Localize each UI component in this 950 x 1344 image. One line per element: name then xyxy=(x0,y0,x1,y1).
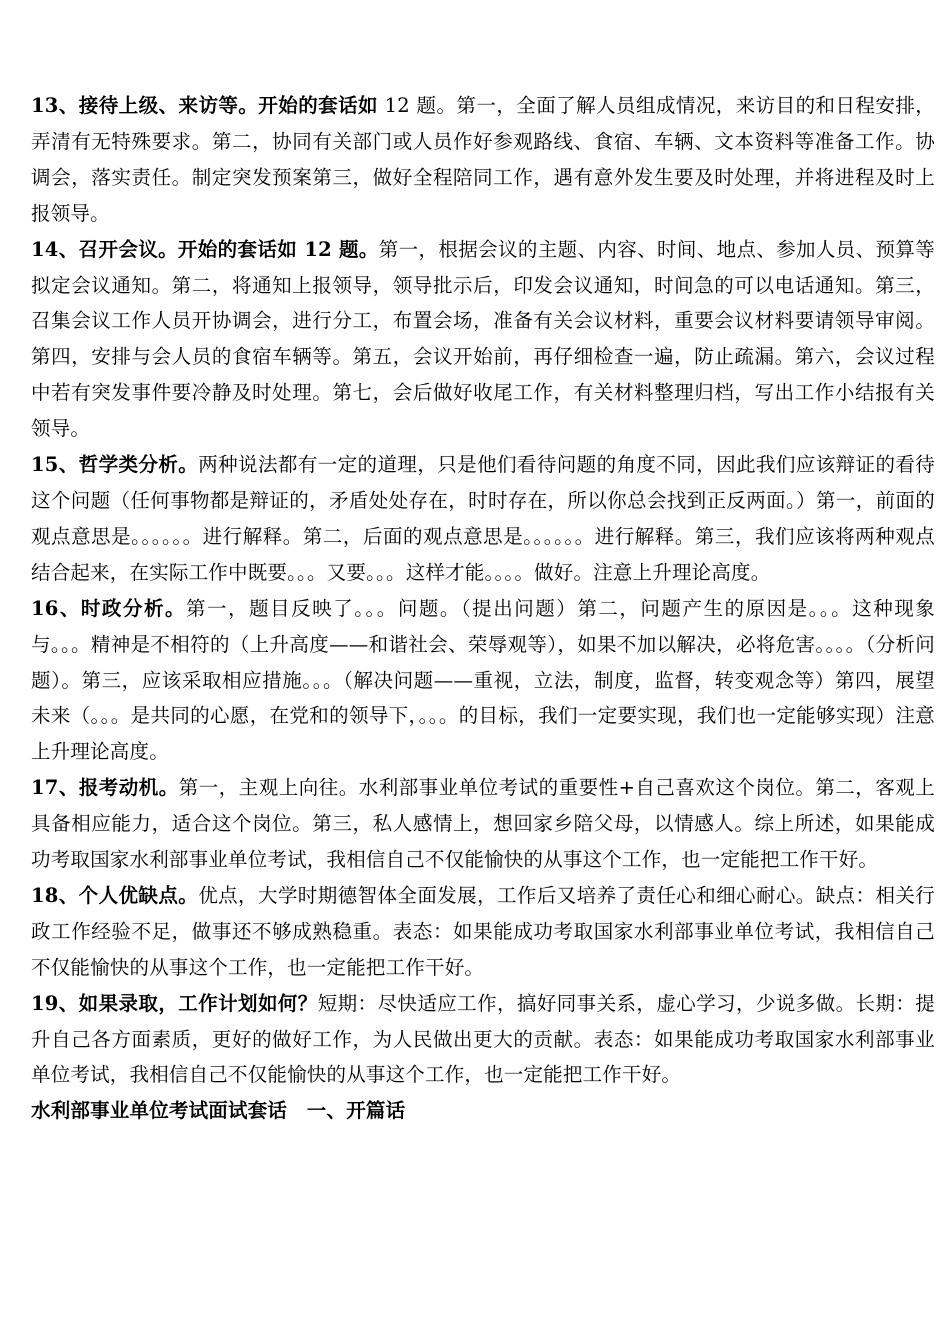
paragraph-19 xyxy=(31,986,935,1094)
paragraph-heading: 15、哲学类分析。 xyxy=(31,453,199,477)
paragraph-14 xyxy=(31,232,935,447)
paragraph-heading: 18、个人优缺点。 xyxy=(31,883,199,907)
paragraph-15 xyxy=(31,447,935,591)
section-heading: 水利部事业单位考试面试套话 一、开篇话 xyxy=(31,1099,406,1123)
paragraph-13 xyxy=(31,88,935,232)
paragraph-heading: 19、如果录取，工作计划如何？ xyxy=(31,991,318,1015)
paragraph-body: 第一，主观上向往。水利部事业单位考试的重要性+自己喜欢这个岗位。第二，客观上具备相应能力，适合这个岗位。第三，私人感情上，想回家乡陪父母，以情感人。综上所述，如果能成功考取国家水利部事业单位考试，我相信自己不仅能愉快的从事这个工作，也一定能把工作干好。 xyxy=(31,776,935,872)
paragraph-body: 第一，根据会议的主题、内容、时间、地点、参加人员、预算等拟定会议通知。第二，将通知上报领导，领导批示后，印发会议通知，时间急的可以电话通知。第三，召集会议工作人员开协调会，进行分工，布置会场，准备有关会议材料，重要会议材料要请领导审阅。第四，安排与会人员的食宿车辆等。第五，会议开始前，再仔细检查一遍，防止疏漏。第六，会议过程中若有突发事件要冷静及时处理。第七，会后做好收尾工作，有关材料整理归档，写出工作小结报有关领导。 xyxy=(31,237,935,441)
paragraph-body: 12 题。第一，全面了解人员组成情况，来访目的和日程安排，弄清有无特殊要求。第二，协同有关部门或人员作好参观路线、食宿、车辆、文本资料等准备工作。协调会，落实责任。制定突发预案第三，做好全程陪同工作，遇有意外发生要及时处理，并将进程及时上报领导。 xyxy=(31,94,935,225)
paragraph-16 xyxy=(31,591,935,771)
paragraph-body: 优点，大学时期德智体全面发展，工作后又培养了责任心和细心耐心。缺点：相关行政工作经验不足，做事还不够成熟稳重。表态：如果能成功考取国家水利部事业单位考试，我相信自己不仅能愉快的从事这个工作，也一定能把工作干好。 xyxy=(31,883,936,979)
paragraph-heading: 16、时政分析。 xyxy=(31,596,187,620)
paragraph-18 xyxy=(31,878,935,986)
document-page xyxy=(31,88,935,1129)
paragraph-heading: 17、报考动机。 xyxy=(31,776,179,800)
paragraph-17 xyxy=(31,770,935,878)
paragraph-body: 短期：尽快适应工作，搞好同事关系，虚心学习，少说多做。长期：提升自己各方面素质，更好的做好工作，为人民做出更大的贡献。表态：如果能成功考取国家水利部事业单位考试，我相信自己不仅能愉快的从事这个工作，也一定能把工作干好。 xyxy=(31,991,936,1087)
paragraph-body: 第一，题目反映了。。。问题。（提出问题）第二，问题产生的原因是。。。这种现象与。。。精神是不相符的（上升高度——和谐社会、荣辱观等），如果不加以解决，必将危害。。。。（分析问题）。第三，应该采取相应措施。。。（解决问题——重视，立法，制度，监督，转变观念等）第四，展望未来（。。。是共同的心愿，在党和的领导下，。。。的目标，我们一定要实现，我们也一定能够实现）注意上升理论高度。 xyxy=(31,596,935,764)
paragraph-body: 两种说法都有一定的道理，只是他们看待问题的角度不同，因此我们应该辩证的看待这个问题（任何事物都是辩证的，矛盾处处存在，时时存在，所以你总会找到正反两面。）第一，前面的观点意思是。。。。。。进行解释。第二，后面的观点意思是。。。。。。进行解释。第三，我们应该将两种观点结合起来，在实际工作中既要。。。又要。。。这样才能。。。。做好。注意上升理论高度。 xyxy=(31,453,936,584)
paragraph-heading: 13、接待上级、来访等。开始的套话如 xyxy=(31,94,378,117)
paragraph-heading: 14、召开会议。开始的套话如 12 题。 xyxy=(31,237,379,261)
